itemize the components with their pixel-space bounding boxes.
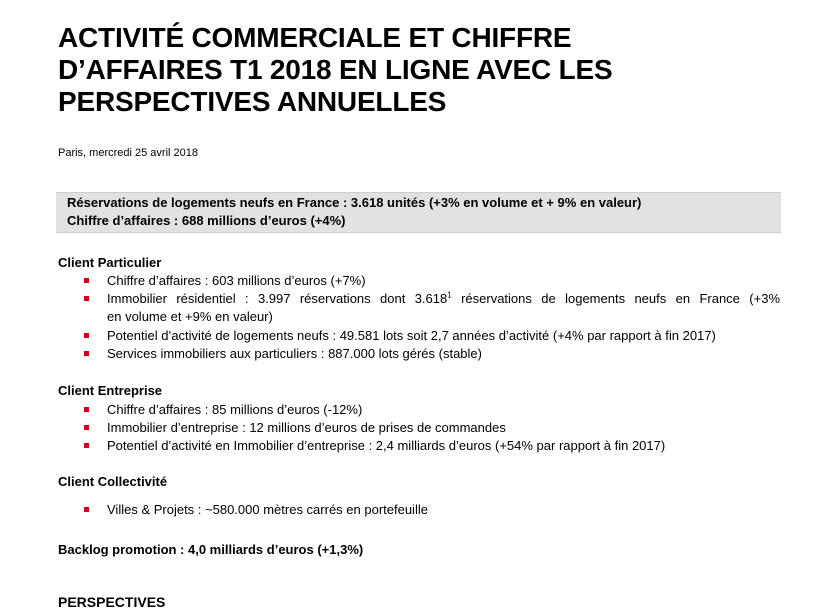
list-item-line-1 (107, 290, 780, 308)
bullet-icon (84, 278, 89, 283)
list-item-text (107, 290, 780, 326)
bullet-icon (84, 443, 89, 448)
section-title-entreprise: Client Entreprise (58, 383, 163, 398)
list-item-text: Potentiel d’activité de logements neufs : 49.581 lots soit 2,7 années d’activité (+4% par rapport à fin 2017) (107, 328, 716, 343)
section-title-collectivite: Client Collectivité (58, 474, 168, 489)
title-line-1: ACTIVITÉ COMMERCIALE ET CHIFFRE (58, 22, 572, 53)
list-item-part: Immobilier résidentiel : 3.997 réservations dont 3.618 (107, 291, 448, 306)
section-title-perspectives: PERSPECTIVES (58, 594, 166, 610)
list-item-text: Chiffre d’affaires : 85 millions d’euros (-12%) (107, 402, 363, 417)
summary-revenue: Chiffre d’affaires : 688 millions d’euros (+4%) (67, 213, 346, 228)
list-item-text: Chiffre d’affaires : 603 millions d’euros (+7%) (107, 273, 366, 288)
bullet-icon (84, 425, 89, 430)
dateline: Paris, mercredi 25 avril 2018 (58, 147, 199, 159)
list-item-text: Villes & Projets : ~580.000 mètres carrés en portefeuille (107, 502, 428, 517)
bullet-icon (84, 333, 89, 338)
bullet-icon (84, 296, 89, 301)
summary-box (56, 192, 781, 233)
title-line-3: PERSPECTIVES ANNUELLES (58, 86, 447, 117)
list-item-part: réservations de logements neufs en France (+3% (451, 291, 780, 306)
backlog-line: Backlog promotion : 4,0 milliards d’euros (+1,3%) (58, 542, 364, 557)
summary-reservations: Réservations de logements neufs en France : 3.618 unités (+3% en volume et + 9% en valeur) (67, 195, 642, 210)
title-line-2: D’AFFAIRES T1 2018 EN LIGNE AVEC LES (58, 54, 613, 85)
bullet-icon (84, 407, 89, 412)
section-title-particulier: Client Particulier (58, 255, 162, 270)
bullet-icon (84, 507, 89, 512)
footnote-marker: 1 (447, 290, 452, 300)
list-item-text: Services immobiliers aux particuliers : 887.000 lots gérés (stable) (107, 346, 482, 361)
list-item-text: Potentiel d’activité en Immobilier d’entreprise : 2,4 milliards d’euros (+54% par rapport à fin 2017) (107, 438, 666, 453)
list-item-text: Immobilier d’entreprise : 12 millions d’euros de prises de commandes (107, 420, 506, 435)
list-item-line-2: en volume et +9% en valeur) (107, 309, 273, 324)
page-title (58, 22, 798, 118)
bullet-icon (84, 351, 89, 356)
